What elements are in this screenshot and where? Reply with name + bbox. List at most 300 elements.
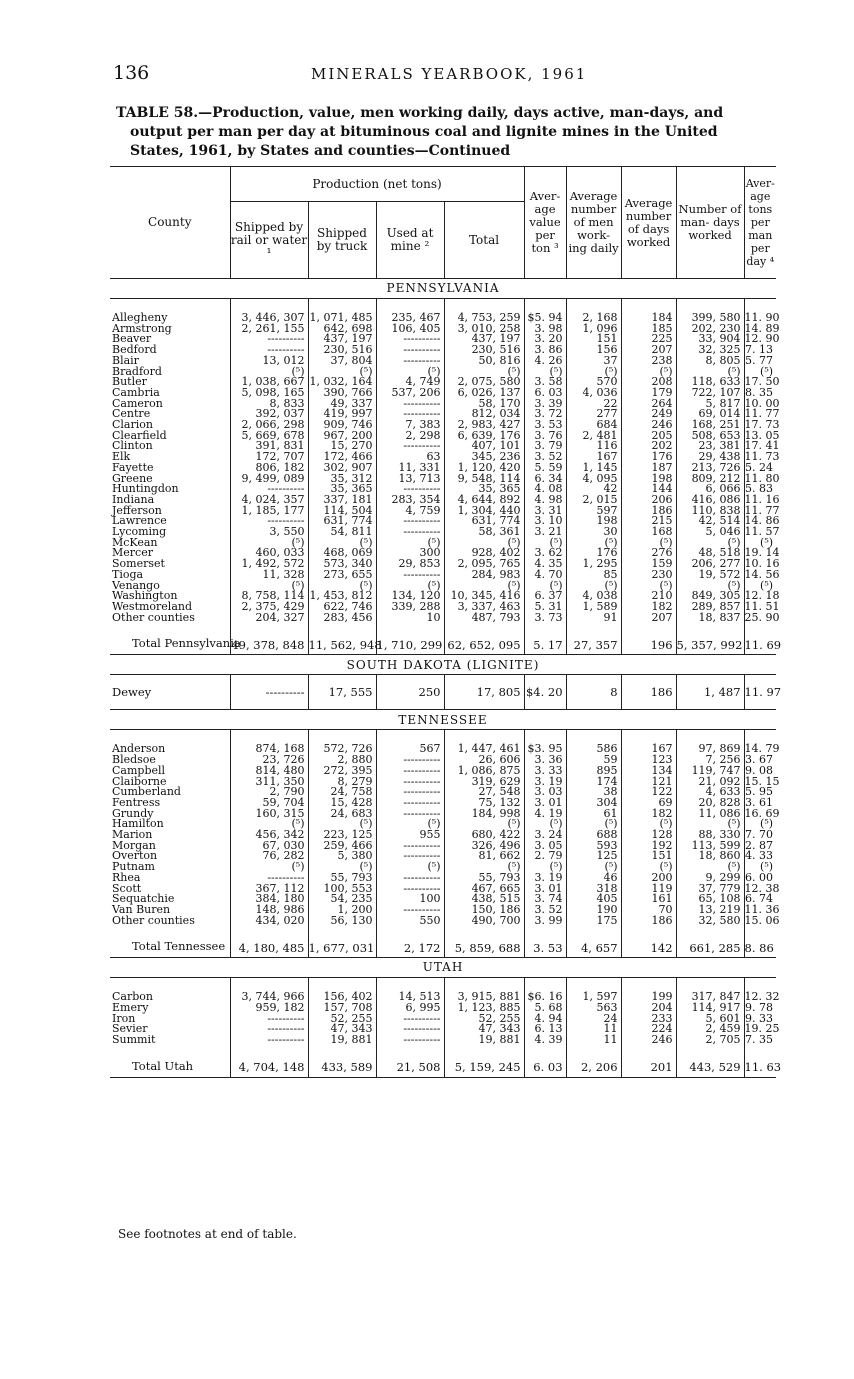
men-cell: 684 (566, 420, 621, 431)
value-cell: 4. 94 (524, 1014, 566, 1025)
mine-cell: 4, 759 (376, 506, 444, 517)
days-cell: 122 (621, 787, 676, 798)
truck-cell: 337, 181 (308, 495, 376, 506)
tons-cell: 11. 80 (744, 471, 780, 485)
days-cell: 186 (621, 675, 676, 710)
table-row (110, 613, 776, 624)
value-cell: 3. 79 (524, 441, 566, 452)
value-cell: 4. 35 (524, 559, 566, 570)
tons-cell: 6. 74 (744, 894, 776, 905)
county-cell: Carbon (112, 990, 153, 1004)
county-cell: Hamilton (112, 817, 164, 831)
table-row (110, 787, 776, 798)
value-cell: 3. 52 (524, 905, 566, 916)
truck-cell: 622, 746 (308, 602, 376, 613)
value-cell: (⁵) (524, 367, 566, 378)
county-cell: Sequatchie (112, 892, 175, 906)
men-cell: 4, 038 (566, 591, 621, 602)
total-cell: 1, 447, 461 (444, 744, 524, 755)
value-cell: 5. 31 (524, 602, 566, 613)
men-cell: 85 (566, 570, 621, 581)
spacer-cell (110, 926, 230, 940)
value-cell: 4. 26 (524, 356, 566, 367)
mandays-cell: 88, 330 (676, 830, 744, 841)
rail-cell: 204, 327 (230, 613, 308, 624)
mandays-cell: (⁵) (676, 538, 744, 549)
mandays-cell: 213, 726 (676, 463, 744, 474)
value-cell: 5. 68 (524, 1003, 566, 1014)
men-cell: 27, 357 (566, 637, 621, 655)
days-cell: (⁵) (621, 367, 676, 378)
table-row (110, 798, 776, 809)
total-label: Total Tennessee (110, 940, 230, 958)
days-cell: 225 (621, 334, 676, 345)
spacer-row (110, 926, 776, 940)
men-cell: 277 (566, 409, 621, 420)
men-cell: 2, 206 (566, 1060, 621, 1078)
spacer-cell (744, 926, 776, 940)
total-cell: 4, 753, 259 (444, 313, 524, 324)
mandays-cell: 118, 633 (676, 377, 744, 388)
value-cell: 3. 73 (524, 613, 566, 624)
mandays-cell: 2, 459 (676, 1024, 744, 1035)
spacer-row (110, 978, 776, 993)
mandays-cell: 202, 230 (676, 324, 744, 335)
table-row (110, 602, 776, 613)
days-cell: 249 (621, 409, 676, 420)
days-cell: 205 (621, 431, 676, 442)
value-cell: 3. 05 (524, 841, 566, 852)
truck-cell: 2, 880 (308, 755, 376, 766)
county-cell: Overton (112, 849, 158, 863)
table-title-line: TABLE 58.—Production, value, men working daily, days active, man-days, and (116, 105, 724, 121)
value-cell: 6. 37 (524, 591, 566, 602)
value-cell: 3. 86 (524, 345, 566, 356)
state-heading-row (110, 710, 776, 730)
total-cell: 3, 337, 463 (444, 602, 524, 613)
table-row (110, 452, 776, 463)
days-cell: 159 (621, 559, 676, 570)
county-cell: Huntingdon (112, 482, 179, 496)
total-cell: 6, 639, 176 (444, 431, 524, 442)
mandays-cell: 110, 838 (676, 506, 744, 517)
mine-cell: ---------- (376, 766, 444, 777)
tons-cell: 8. 35 (744, 388, 776, 399)
mine-cell: ---------- (376, 334, 444, 345)
rail-cell: 311, 350 (230, 777, 308, 788)
county-cell: Cumberland (112, 785, 181, 799)
table-row (110, 495, 776, 506)
mandays-cell: 206, 277 (676, 559, 744, 570)
mandays-cell: 65, 108 (676, 894, 744, 905)
table-row (110, 992, 776, 1003)
days-cell: 70 (621, 905, 676, 916)
page-number: 136 (113, 62, 150, 84)
truck-cell: 572, 726 (308, 744, 376, 755)
total-cell: 319, 629 (444, 777, 524, 788)
mandays-cell: 29, 438 (676, 452, 744, 463)
rail-cell: 1, 038, 667 (230, 377, 308, 388)
mine-cell: 2, 172 (376, 940, 444, 958)
men-cell: (⁵) (566, 819, 621, 830)
total-cell: 487, 793 (444, 613, 524, 624)
men-cell: 175 (566, 916, 621, 927)
county-cell: Butler (112, 375, 147, 389)
value-cell: (⁵) (524, 862, 566, 873)
coal-production-table (110, 166, 782, 1078)
tons-cell: 11. 36 (744, 902, 780, 916)
men-cell: 167 (566, 452, 621, 463)
days-cell: (⁵) (621, 819, 676, 830)
men-cell: 61 (566, 809, 621, 820)
spacer-cell (308, 1046, 376, 1060)
value-cell: 4. 19 (524, 809, 566, 820)
county-cell: Lawrence (112, 514, 167, 528)
rail-cell: (⁵) (230, 367, 308, 378)
mandays-cell: 7, 256 (676, 755, 744, 766)
days-cell: 134 (621, 766, 676, 777)
rail-cell: 456, 342 (230, 830, 308, 841)
days-cell: 208 (621, 377, 676, 388)
spacer-cell (376, 926, 444, 940)
rail-cell: ---------- (230, 1014, 308, 1025)
value-cell: 3. 99 (524, 916, 566, 927)
mine-cell: ---------- (376, 884, 444, 895)
table-title-line: States, 1961, by States and counties—Continued (130, 143, 511, 159)
tons-cell: 14. 86 (744, 514, 780, 528)
county-cell: Indiana (112, 492, 155, 506)
truck-cell: 419, 997 (308, 409, 376, 420)
tons-cell: 12. 90 (744, 332, 780, 346)
mandays-cell: 317, 847 (676, 992, 744, 1003)
men-cell: 116 (566, 441, 621, 452)
days-cell: 186 (621, 506, 676, 517)
truck-cell: 47, 343 (308, 1024, 376, 1035)
table-row (110, 516, 776, 527)
tons-cell: 9. 08 (744, 766, 776, 777)
rail-cell: ---------- (230, 675, 308, 710)
total-cell: 284, 983 (444, 570, 524, 581)
tons-cell: 11. 69 (744, 637, 776, 655)
rail-cell: 172, 707 (230, 452, 308, 463)
tons-cell: 11. 57 (744, 525, 780, 539)
mandays-cell: 18, 860 (676, 851, 744, 862)
total-cell: 150, 186 (444, 905, 524, 916)
mandays-cell: 809, 212 (676, 474, 744, 485)
mandays-cell: 5, 357, 992 (676, 637, 744, 655)
days-cell: 185 (621, 324, 676, 335)
table-row (110, 591, 776, 602)
rail-cell: 2, 375, 429 (230, 602, 308, 613)
rail-cell: ---------- (230, 516, 308, 527)
tons-cell: 11. 63 (744, 1060, 776, 1078)
rail-cell: 160, 315 (230, 809, 308, 820)
days-cell: 246 (621, 420, 676, 431)
truck-cell: 17, 555 (308, 675, 376, 710)
value-cell: 6. 34 (524, 474, 566, 485)
rail-cell: 148, 986 (230, 905, 308, 916)
tons-cell: 11. 16 (744, 492, 780, 506)
mandays-cell: 849, 305 (676, 591, 744, 602)
days-cell: 151 (621, 851, 676, 862)
value-cell: 5. 59 (524, 463, 566, 474)
truck-cell: 967, 200 (308, 431, 376, 442)
tons-cell: 6. 00 (744, 873, 776, 884)
rail-cell: 874, 168 (230, 744, 308, 755)
truck-cell: 19, 881 (308, 1035, 376, 1046)
mine-cell: 6, 995 (376, 1003, 444, 1014)
state-heading: UTAH (110, 958, 776, 978)
tons-cell: 11. 73 (744, 450, 780, 464)
rail-cell: 814, 480 (230, 766, 308, 777)
value-cell: 3. 19 (524, 873, 566, 884)
total-cell: 5, 859, 688 (444, 940, 524, 958)
total-cell: 2, 075, 580 (444, 377, 524, 388)
mine-cell: ---------- (376, 356, 444, 367)
total-cell: 19, 881 (444, 1035, 524, 1046)
truck-cell: 909, 746 (308, 420, 376, 431)
table-row (110, 334, 776, 345)
truck-cell: 35, 312 (308, 474, 376, 485)
rail-cell: 5, 098, 165 (230, 388, 308, 399)
total-cell: 35, 365 (444, 484, 524, 495)
rail-cell: 49, 378, 848 (230, 637, 308, 655)
days-cell: (⁵) (621, 581, 676, 592)
tons-cell: 9. 33 (744, 1014, 776, 1025)
days-cell: 207 (621, 345, 676, 356)
men-cell: (⁵) (566, 538, 621, 549)
tons-cell: 14. 56 (744, 567, 780, 581)
rail-cell: 2, 066, 298 (230, 420, 308, 431)
value-cell: 3. 01 (524, 884, 566, 895)
total-cell: 1, 304, 440 (444, 506, 524, 517)
men-cell: 11 (566, 1024, 621, 1035)
mine-cell: 13, 713 (376, 474, 444, 485)
spacer-cell (524, 623, 566, 637)
mine-cell: 10 (376, 613, 444, 624)
total-cell: 75, 132 (444, 798, 524, 809)
mine-cell: (⁵) (376, 862, 444, 873)
county-cell: Bedford (112, 343, 157, 357)
days-cell: (⁵) (621, 862, 676, 873)
mine-cell: 100 (376, 894, 444, 905)
table-row (110, 377, 776, 388)
spacer-cell (566, 1046, 621, 1060)
spacer-cell (676, 1046, 744, 1060)
col-days: Average number of days worked (621, 167, 676, 279)
mandays-cell: (⁵) (676, 862, 744, 873)
state-heading-row (110, 655, 776, 675)
tons-cell: 19. 25 (744, 1022, 780, 1036)
days-cell: 204 (621, 1003, 676, 1014)
truck-cell: 573, 340 (308, 559, 376, 570)
mandays-cell: 19, 572 (676, 570, 744, 581)
spacer-cell (566, 623, 621, 637)
spacer-cell (230, 926, 308, 940)
rail-cell: 3, 446, 307 (230, 313, 308, 324)
rail-cell: (⁵) (230, 581, 308, 592)
days-cell: 230 (621, 570, 676, 581)
truck-cell: 15, 270 (308, 441, 376, 452)
total-cell: 437, 197 (444, 334, 524, 345)
value-cell: 3. 24 (524, 830, 566, 841)
mine-cell: 2, 298 (376, 431, 444, 442)
value-cell: 3. 36 (524, 755, 566, 766)
page-header (113, 62, 793, 90)
men-cell: 597 (566, 506, 621, 517)
tons-cell: 5. 24 (744, 463, 776, 474)
mine-cell: 283, 354 (376, 495, 444, 506)
mine-cell: 14, 513 (376, 992, 444, 1003)
county-cell: Mercer (112, 546, 153, 560)
mandays-cell: (⁵) (676, 367, 744, 378)
mandays-cell: 168, 251 (676, 420, 744, 431)
rail-cell: 8, 758, 114 (230, 591, 308, 602)
rail-cell: 391, 831 (230, 441, 308, 452)
county-cell: Rhea (112, 870, 141, 884)
rail-cell: 8, 833 (230, 399, 308, 410)
total-row (110, 637, 776, 655)
tons-cell: 4. 33 (744, 851, 776, 862)
truck-cell: 1, 032, 164 (308, 377, 376, 388)
men-cell: 405 (566, 894, 621, 905)
truck-cell: 1, 071, 485 (308, 313, 376, 324)
men-cell: 1, 145 (566, 463, 621, 474)
state-heading-row (110, 279, 776, 299)
truck-cell: 642, 698 (308, 324, 376, 335)
spacer-row (110, 730, 776, 745)
men-cell: 22 (566, 399, 621, 410)
mine-cell: 339, 288 (376, 602, 444, 613)
state-heading-row (110, 958, 776, 978)
value-cell: 6. 03 (524, 1060, 566, 1078)
total-cell: 2, 983, 427 (444, 420, 524, 431)
mine-cell: ---------- (376, 755, 444, 766)
col-value: Aver- age value per ton ³ (524, 167, 566, 279)
total-row (110, 940, 776, 958)
days-cell: 184 (621, 313, 676, 324)
rail-cell: 59, 704 (230, 798, 308, 809)
rail-cell: 67, 030 (230, 841, 308, 852)
mine-cell: 106, 405 (376, 324, 444, 335)
men-cell: 174 (566, 777, 621, 788)
tons-cell: 10. 00 (744, 396, 780, 410)
tons-cell: 17. 73 (744, 418, 780, 432)
spacer-cell (744, 623, 776, 637)
mandays-cell: 399, 580 (676, 313, 744, 324)
mine-cell: 63 (376, 452, 444, 463)
mandays-cell: 2, 705 (676, 1035, 744, 1046)
men-cell: 198 (566, 516, 621, 527)
county-cell: Grundy (112, 806, 154, 820)
county-cell: Other counties (112, 913, 195, 927)
truck-cell: 54, 811 (308, 527, 376, 538)
tons-cell: 2. 87 (744, 841, 776, 852)
table-row (110, 851, 776, 862)
total-cell: 26, 606 (444, 755, 524, 766)
table-row (110, 356, 776, 367)
days-cell: 179 (621, 388, 676, 399)
total-cell: 631, 774 (444, 516, 524, 527)
tons-cell: 5. 77 (744, 356, 776, 367)
state-heading: SOUTH DAKOTA (LIGNITE) (110, 655, 776, 675)
mandays-cell: 722, 107 (676, 388, 744, 399)
value-cell: 3. 98 (524, 324, 566, 335)
table-row (110, 324, 776, 335)
value-cell: 3. 53 (524, 940, 566, 958)
county-cell: Clearfield (112, 428, 167, 442)
men-cell: 2, 168 (566, 313, 621, 324)
tons-cell: 8. 86 (744, 940, 776, 958)
value-cell: 3. 01 (524, 798, 566, 809)
mine-cell: 537, 206 (376, 388, 444, 399)
mine-cell: (⁵) (376, 819, 444, 830)
days-cell: 167 (621, 744, 676, 755)
table-row (110, 916, 776, 927)
mine-cell: (⁵) (376, 538, 444, 549)
mine-cell: ---------- (376, 399, 444, 410)
table-row (110, 1035, 776, 1046)
days-cell: 246 (621, 1035, 676, 1046)
mandays-cell: 20, 828 (676, 798, 744, 809)
table-row (110, 474, 776, 485)
tons-cell: 13. 05 (744, 428, 780, 442)
col-rail: Shipped by rail or water ¹ (230, 202, 308, 279)
county-cell: Campbell (112, 763, 166, 777)
table-row (110, 388, 776, 399)
truck-cell: (⁵) (308, 862, 376, 873)
col-mine: Used at mine ² (376, 202, 444, 279)
county-cell: Clinton (112, 439, 153, 453)
mandays-cell: 32, 580 (676, 916, 744, 927)
mine-cell: 1, 710, 299 (376, 637, 444, 655)
county-cell: Jefferson (112, 503, 162, 517)
mine-cell: ---------- (376, 516, 444, 527)
table-row (110, 884, 776, 895)
men-cell: 125 (566, 851, 621, 862)
mandays-cell: 97, 869 (676, 744, 744, 755)
days-cell: 144 (621, 484, 676, 495)
value-cell: 3. 33 (524, 766, 566, 777)
truck-cell: 230, 516 (308, 345, 376, 356)
tons-cell: 11. 97 (744, 675, 776, 710)
total-cell: (⁵) (444, 862, 524, 873)
total-cell: 680, 422 (444, 830, 524, 841)
mandays-cell: 119, 747 (676, 766, 744, 777)
truck-cell: 37, 804 (308, 356, 376, 367)
truck-cell: 223, 125 (308, 830, 376, 841)
mandays-cell: 37, 779 (676, 884, 744, 895)
mine-cell: 235, 467 (376, 313, 444, 324)
table-row (110, 766, 776, 777)
rail-cell: 460, 033 (230, 548, 308, 559)
county-cell: Claiborne (112, 774, 167, 788)
value-cell: 3. 62 (524, 548, 566, 559)
mine-cell: ---------- (376, 1014, 444, 1025)
rail-cell: 13, 012 (230, 356, 308, 367)
tons-cell: 17. 50 (744, 375, 780, 389)
value-cell: (⁵) (524, 819, 566, 830)
rail-cell: 23, 726 (230, 755, 308, 766)
total-cell: 50, 816 (444, 356, 524, 367)
county-cell: Blair (112, 353, 139, 367)
rail-cell: ---------- (230, 1035, 308, 1046)
days-cell: 276 (621, 548, 676, 559)
men-cell: 1, 096 (566, 324, 621, 335)
total-row (110, 1060, 776, 1078)
county-cell: Scott (112, 881, 142, 895)
mandays-cell: 11, 086 (676, 809, 744, 820)
